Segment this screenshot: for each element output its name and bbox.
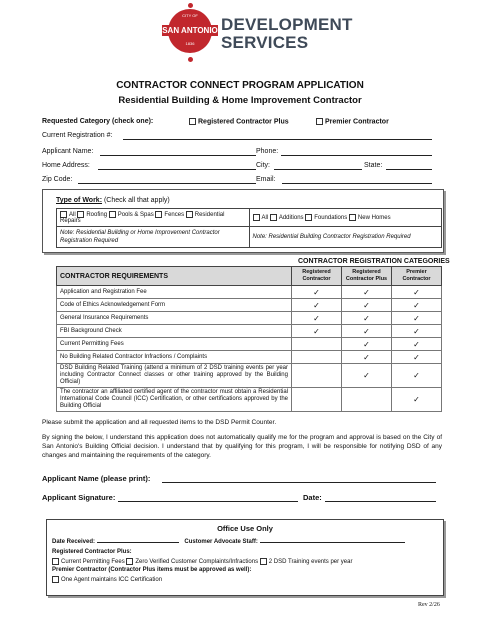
requirement-check-cell [392,312,442,325]
date-field[interactable] [325,493,436,502]
applicant-name-label: Applicant Name: [42,148,94,155]
requirement-check-cell [292,325,342,338]
checkmark-icon: ✓ [413,371,420,380]
requirement-check-cell [342,388,392,412]
requirement-check-cell [342,312,392,325]
signature-field[interactable] [118,493,298,502]
applicant-name-field[interactable] [100,147,256,156]
email-label: Email: [256,176,276,183]
requirement-check-cell [342,286,392,299]
org-name-line2: SERVICES [221,33,309,52]
requirement-check-cell [392,286,442,299]
checkmark-icon: ✓ [363,371,370,380]
email-field[interactable] [282,175,432,184]
agreement-text: By signing the below, I understand this application does not automatically qualify me for the program and approval is based on the City of San Antonio's Building Official decision. I understand that by qualifying for this program, I will be responsible for notifying DSD of any changes and maintaining the requirements of the category. [42,434,442,459]
requirement-label: Current Permitting Fees [57,338,292,351]
city-seal-logo [162,9,218,53]
requirements-table [56,266,442,412]
seal-bottom-dot [188,57,193,62]
office-plus-label: Registered Contractor Plus: [52,549,132,555]
seal-year-text: 1836 [185,41,195,46]
submit-note: Please submit the application and all requested items to the DSD Permit Counter. [42,419,277,426]
checkmark-icon: ✓ [313,326,320,336]
requirement-check-cell [292,312,342,325]
office-use-panel [46,519,444,596]
requirement-row [57,364,442,388]
seal-name-text: SAN ANTONIO [162,26,218,35]
requirement-check-cell [392,325,442,338]
col-registered-plus: Registered Contractor Plus [342,267,392,286]
requirement-check-cell [342,338,392,351]
requirement-label: Application and Registration Fee [57,286,292,299]
categories-title: CONTRACTOR REGISTRATION CATEGORIES [298,258,450,265]
checkmark-icon: ✓ [313,313,320,323]
requirement-row [57,338,442,351]
work-option-pools[interactable]: Pools & Spas [109,212,154,218]
requirement-check-cell [342,299,392,312]
checkmark-icon: ✓ [363,300,370,310]
requirement-row [57,312,442,325]
requirements-header-row [57,267,442,286]
zip-label: Zip Code: [42,176,73,183]
seal-top-dot [188,3,193,8]
office-plus-item[interactable]: Current Permitting Fees [52,559,125,565]
city-field[interactable] [274,161,362,170]
checkbox-premier[interactable] [316,118,323,125]
requirement-check-cell [292,364,342,388]
requirement-check-cell [292,286,342,299]
office-premier-label: Premier Contractor (Contractor Plus items must be approved as well): [52,567,252,573]
requirement-check-cell [342,351,392,364]
zip-field[interactable] [78,175,256,184]
office-plus-item[interactable]: Zero Verified Customer Complaints/Infractions [126,559,258,565]
checkmark-icon: ✓ [413,339,420,349]
work-right-options [249,209,442,227]
work-type-table [56,208,442,248]
checkmark-icon: ✓ [413,326,420,336]
work-left-note: Note: Residential Building or Home Improvement Contractor Registration Required [57,227,250,248]
revision-label: Rev 2/26 [418,602,440,608]
requirement-label: DSD Building Related Training (attend a minimum of 2 DSD training events per year including Contractor Connect classes or other training approved by the Building Official) [57,364,292,388]
office-plus-item[interactable]: 2 DSD Training events per year [260,559,353,565]
requirement-row [57,388,442,412]
state-field[interactable] [386,161,432,170]
checkmark-icon: ✓ [363,352,370,362]
option-premier[interactable]: Premier Contractor [316,118,389,125]
requirement-row [57,351,442,364]
office-premier-item[interactable]: One Agent maintains ICC Certification [52,577,162,583]
work-option-fences[interactable]: Fences [155,212,184,218]
office-plus-items [52,558,352,565]
office-premier-items [52,576,162,583]
phone-label: Phone: [256,148,279,155]
checkmark-icon: ✓ [413,300,420,310]
checkmark-icon: ✓ [413,352,420,362]
requirement-label: The contractor an affiliated certified agent of the contractor must obtain a Residential International Code Council (ICC) Certification, or other certifications approved by the Building Official [57,388,292,412]
col-registered: Registered Contractor [292,267,342,286]
requirement-label: Code of Ethics Acknowledgement Form [57,299,292,312]
requirements-section-title: CONTRACTOR REQUIREMENTS [57,267,292,286]
work-option-all-building[interactable]: All [253,215,269,221]
requirement-label: FBI Background Check [57,325,292,338]
office-advocate-field[interactable] [260,536,405,543]
phone-field[interactable] [281,147,432,156]
state-label: State: [364,162,383,169]
work-left-options [57,209,250,227]
home-address-field[interactable] [98,161,256,170]
checkmark-icon: ✓ [413,287,420,297]
requirement-label: General Insurance Requirements [57,312,292,325]
city-label: City: [256,162,270,169]
work-option-additions[interactable]: Additions [270,215,304,221]
checkmark-icon: ✓ [413,395,420,404]
page-subtitle: Residential Building & Home Improvement Contractor [118,95,362,106]
office-date-field[interactable] [97,536,179,543]
requirement-label: No Building Related Contractor Infractions / Complaints [57,351,292,364]
applicant-print-label: Applicant Name (please print): [42,474,151,483]
checkmark-icon: ✓ [363,287,370,297]
work-option-new-homes[interactable]: New Homes [349,215,391,221]
signature-label: Applicant Signature: [42,493,116,502]
requirement-check-cell [292,351,342,364]
checkmark-icon: ✓ [313,300,320,310]
office-date-received: Date Received: Customer Advocate Staff: [52,536,405,545]
current-registration-label: Current Registration #: [42,132,113,139]
requirement-row [57,299,442,312]
option-registered-plus[interactable]: Registered Contractor Plus [189,118,289,125]
requirement-check-cell [392,299,442,312]
requirement-check-cell [392,351,442,364]
requirement-check-cell [292,299,342,312]
requirement-check-cell [392,338,442,351]
seal-top-text: CITY OF [182,13,198,18]
date-label: Date: [303,493,322,502]
requirement-check-cell [342,364,392,388]
home-address-label: Home Address: [42,162,90,169]
checkmark-icon: ✓ [363,326,370,336]
requirements-rows [57,286,442,412]
applicant-print-field[interactable] [162,474,436,483]
requirement-check-cell [392,388,442,412]
requirement-check-cell [292,338,342,351]
work-option-roofing[interactable]: Roofing [77,212,107,218]
work-option-all[interactable]: All [60,212,76,218]
work-option-foundations[interactable]: Foundations [305,215,347,221]
requirement-check-cell [392,364,442,388]
col-premier: Premier Contractor [392,267,442,286]
work-right-note: Note: Residential Building Contractor Registration Required [249,227,442,248]
type-of-work-heading: Type of Work: (Check all that apply) [56,197,170,204]
page-title: CONTRACTOR CONNECT PROGRAM APPLICATION [116,80,364,91]
current-registration-field[interactable] [123,131,432,140]
org-name-line1: DEVELOPMENT [221,15,353,34]
requirement-row [57,325,442,338]
checkmark-icon: ✓ [313,287,320,297]
checkmark-icon: ✓ [413,313,420,323]
requirement-check-cell [292,388,342,412]
checkbox-plus[interactable] [189,118,196,125]
requirement-check-cell [342,325,392,338]
requirement-row [57,286,442,299]
checkmark-icon: ✓ [363,339,370,349]
category-label: Requested Category (check one): [42,118,154,125]
work-option-repairs[interactable]: Residential Repairs [60,212,225,225]
checkmark-icon: ✓ [363,313,370,323]
office-title: Office Use Only [217,524,273,533]
